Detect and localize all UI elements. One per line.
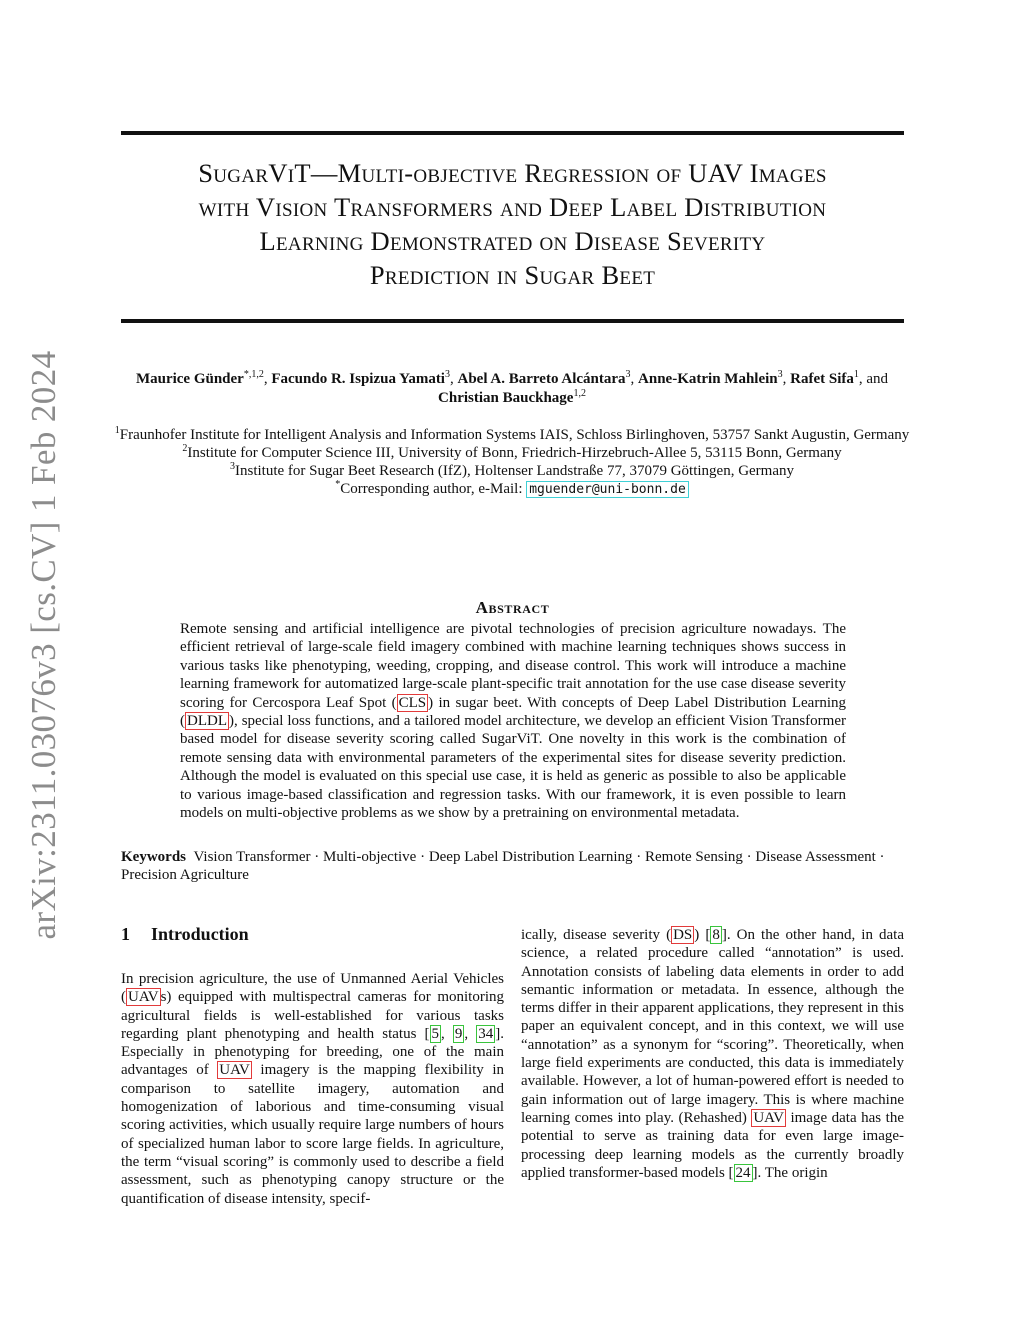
body-text: ically, disease severity ( [521, 927, 672, 943]
title-line: Learning Demonstrated on Disease Severity [259, 226, 766, 256]
section-number: 1 [121, 924, 130, 944]
affil-text: Institute for Sugar Beet Research (IfZ), Holtenser Landstraße 77, 37079 Göttingen, Germany [235, 463, 794, 479]
email-link[interactable]: mguender@uni-bonn.de [526, 481, 689, 498]
section-heading [121, 924, 501, 945]
body-text: ]. Especially in phenotyping for breeding, one of the main advantages of [121, 1025, 505, 1079]
title-line: with Vision Transformers and Deep Label Distribution [198, 192, 827, 222]
author-name: Rafet Sifa [790, 371, 854, 387]
affil-mark: * [335, 479, 341, 490]
keywords-text: Vision Transformer · Multi-objective · Deep Label Distribution Learning · Remote Sensing · Disease Assessment · Precision Agriculture [121, 849, 885, 884]
body-text: image data has the potential to serve as training data for even large image-processing deep learning models as the currently broadly applied transformer-based models [ [521, 1109, 904, 1181]
acronym-link-dldl[interactable]: DLDL [187, 713, 227, 730]
paper-title [121, 156, 904, 292]
citation-link[interactable]: 8 [712, 927, 720, 943]
citation-link[interactable]: 24 [735, 1164, 751, 1181]
author-affil-mark: 3 [444, 369, 450, 380]
body-text: s) equipped with multispectral cameras for monitoring agricultural fields is well-established for various tasks regarding plant phenotyping and health status [ [121, 989, 504, 1042]
affil-text: Fraunhofer Institute for Intelligent Analysis and Information Systems IAIS, Schloss Birlinghoven, 53757 Sankt Augustin, Germany [119, 427, 910, 443]
acronym-link-uav[interactable]: UAV [219, 1062, 250, 1079]
intro-left-column [121, 970, 504, 1208]
abstract-text: ), special loss functions, and a tailored model architecture, we develop an efficient Vision Transformer based model for disease severity scoring called SugarViT. One novelty in this work is the combination of remote sensing data with environmental parameters of the experimental sites for disease severity prediction. Although the model is evaluated on this special use case, it is held as generic as possible to also be applicable to various image-based classification and regression tasks. With our framework, it is even possible to learn models on multi-objective problems as we show by a pretraining on environmental metadata. [180, 713, 846, 822]
author-name: Maurice Günder [135, 371, 244, 387]
author-separator: , [449, 371, 458, 387]
title-bottom-rule [121, 319, 904, 323]
affil-text: Institute for Computer Science III, University of Bonn, Friedrich-Hirzebruch-Allee 5, 53115 Bonn, Germany [187, 445, 842, 461]
acronym-link-uav[interactable]: UAV [753, 1109, 784, 1126]
title-line: SugarViT—Multi-objective Regression of UAV Images [198, 158, 827, 188]
acronym-link-ds[interactable]: DS [673, 927, 693, 943]
body-text: ) [ [694, 927, 711, 943]
body-text: In precision agriculture, the use of Unmanned Aerial Vehicles ( [121, 971, 504, 1006]
author-separator: , [630, 371, 639, 387]
arxiv-side-stamp[interactable]: arXiv:2311.03076v3 [cs.CV] 1 Feb 2024 [24, 350, 63, 940]
intro-right-column [521, 926, 904, 1182]
abstract-text: Remote sensing and artificial intelligence are pivotal technologies of precision agriculture nowadays. The efficient retrieval of large-scale field imagery combined with machine learning techniques shows success in various tasks like phenotyping, weeding, cropping, and disease control. This work will introduce a machine learning framework for automatized large-scale plant-specific trait annotation for the use case disease severity scoring for Cercospora Leaf Spot ( [180, 621, 846, 711]
body-text: ]. On the other hand, in data science, a related procedure called “annotation” is used. Annotation consists of labeling data elements in order to add semantic information or metadata. In essence, although the terms differ in their apparent applications, they represent in this paper an equivalent concept, and in this context, we will use “annotation” as a synonym for “scoring”. Theoretically, when large field experiments are conducted, this data is immediately available. However, a lot of human-powered effort is needed to gain information out of large imagery. This is where machine learning comes into play. (Rehashed) [521, 927, 905, 1126]
keywords [121, 848, 904, 885]
body-text: ]. The origin [752, 1164, 828, 1181]
author-name: Anne-Katrin Mahlein [638, 371, 778, 387]
author-affil-mark: 3 [625, 369, 631, 380]
affiliation-2 [110, 444, 914, 462]
affil-mark: 2 [182, 443, 188, 454]
abstract-heading: Abstract [475, 598, 550, 617]
author-affil-mark: 1 [853, 369, 859, 380]
citation-link[interactable]: 34 [478, 1025, 494, 1042]
affil-mark: 3 [230, 461, 235, 472]
abstract-text: ) in sugar beet. With concepts of Deep Label Distribution Learning ( [180, 694, 846, 730]
author-affil-mark: *,1,2 [243, 369, 264, 380]
title-top-rule [121, 131, 904, 135]
author-name: Abel A. Barreto Alcántara [457, 371, 626, 387]
author-affil-mark: 3 [777, 369, 783, 380]
acronym-link-uav[interactable]: UAV [128, 989, 159, 1006]
body-text: imagery is the mapping flexibility in comparison to satellite imagery, automation and homogenization of laborious and time-consuming visual scoring activities, which usually require large numbers of hours of specialized human labor to score large fields. In agriculture, the term “visual scoring” is commonly used to describe a field assessment, such as phenotyping canopy structure or the quantification of disease intensity, specif- [121, 1062, 505, 1207]
keywords-label: Keywords [121, 849, 186, 865]
section-title: Introduction [151, 924, 249, 944]
author-separator: , and [858, 371, 889, 387]
author-separator: , [263, 371, 272, 387]
author-affil-mark: 1,2 [573, 388, 586, 399]
citation-link[interactable]: 5 [431, 1025, 440, 1042]
body-text: , [441, 1025, 453, 1042]
abstract-body [180, 620, 846, 822]
title-line: Prediction in Sugar Beet [369, 260, 656, 290]
author-name: Facundo R. Ispizua Yamati [271, 371, 445, 387]
affiliation-1 [110, 426, 914, 444]
affiliation-3 [110, 462, 914, 480]
affiliation-list [110, 426, 914, 499]
author-separator: , [782, 371, 791, 387]
author-name: Christian Bauckhage [438, 390, 574, 406]
citation-link[interactable]: 9 [454, 1025, 463, 1042]
acronym-link-cls[interactable]: CLS [398, 694, 427, 711]
body-text: , [464, 1025, 477, 1042]
author-list [110, 370, 914, 408]
corresponding-author [110, 480, 914, 499]
affil-mark: 1 [114, 425, 120, 436]
corr-text: Corresponding author, e-Mail: [340, 481, 527, 497]
